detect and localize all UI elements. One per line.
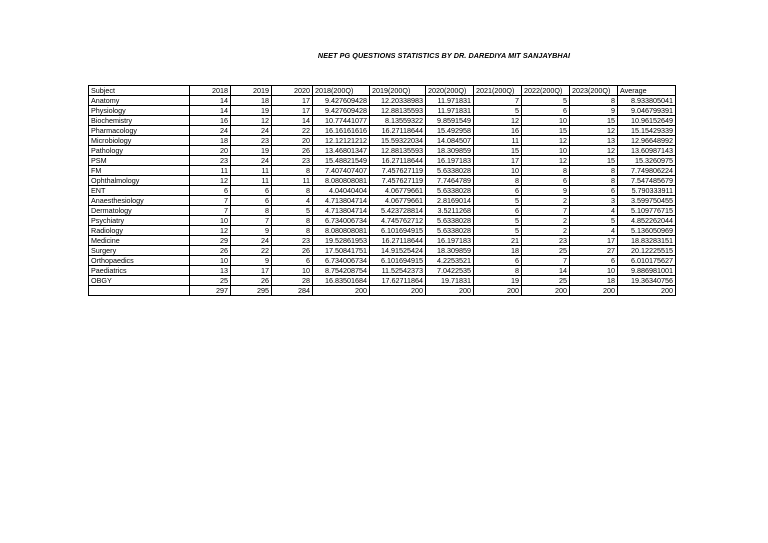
value-cell: 8 xyxy=(570,96,618,106)
subject-cell xyxy=(89,286,190,296)
table-row xyxy=(89,246,676,256)
value-cell: 4 xyxy=(272,196,313,206)
table-row xyxy=(89,266,676,276)
value-cell: 14.084507 xyxy=(426,136,474,146)
value-cell: 8 xyxy=(570,166,618,176)
table-row xyxy=(89,216,676,226)
subject-cell: PSM xyxy=(89,156,190,166)
header-cell: 2020 xyxy=(272,86,313,96)
value-cell: 2 xyxy=(522,226,570,236)
value-cell: 6 xyxy=(474,256,522,266)
value-cell: 5.6338028 xyxy=(426,226,474,236)
value-cell: 200 xyxy=(313,286,370,296)
value-cell: 6 xyxy=(231,186,272,196)
value-cell: 4 xyxy=(570,206,618,216)
table-row xyxy=(89,256,676,266)
table-row xyxy=(89,136,676,146)
value-cell: 29 xyxy=(190,236,231,246)
value-cell: 5 xyxy=(474,196,522,206)
value-cell: 295 xyxy=(231,286,272,296)
subject-cell: Medicine xyxy=(89,236,190,246)
subject-cell: ENT xyxy=(89,186,190,196)
value-cell: 14 xyxy=(190,106,231,116)
value-cell: 7.7464789 xyxy=(426,176,474,186)
subject-cell: Ophthalmology xyxy=(89,176,190,186)
value-cell: 9.427609428 xyxy=(313,96,370,106)
value-cell: 3.5211268 xyxy=(426,206,474,216)
value-cell: 6 xyxy=(474,186,522,196)
value-cell: 4.2253521 xyxy=(426,256,474,266)
value-cell: 11 xyxy=(272,176,313,186)
value-cell: 23 xyxy=(522,236,570,246)
value-cell: 23 xyxy=(272,236,313,246)
header-cell: 2020(200Q) xyxy=(426,86,474,96)
value-cell: 9 xyxy=(231,256,272,266)
value-cell: 11.971831 xyxy=(426,96,474,106)
table-row xyxy=(89,186,676,196)
value-cell: 26 xyxy=(190,246,231,256)
value-cell: 5.6338028 xyxy=(426,186,474,196)
value-cell: 16.27118644 xyxy=(370,156,426,166)
value-cell: 18.309859 xyxy=(426,246,474,256)
value-cell: 22 xyxy=(231,246,272,256)
value-cell: 200 xyxy=(570,286,618,296)
value-cell: 26 xyxy=(272,246,313,256)
table-row xyxy=(89,196,676,206)
header-cell: 2021(200Q) xyxy=(474,86,522,96)
value-cell: 11.52542373 xyxy=(370,266,426,276)
value-cell: 6.101694915 xyxy=(370,256,426,266)
subject-cell: Pathology xyxy=(89,146,190,156)
value-cell: 12.88135593 xyxy=(370,146,426,156)
header-cell: 2019(200Q) xyxy=(370,86,426,96)
value-cell: 18.83283151 xyxy=(618,236,676,246)
value-cell: 200 xyxy=(522,286,570,296)
value-cell: 5 xyxy=(474,216,522,226)
value-cell: 16.197183 xyxy=(426,156,474,166)
value-cell: 28 xyxy=(272,276,313,286)
value-cell: 27 xyxy=(570,246,618,256)
subject-cell: Dermatology xyxy=(89,206,190,216)
value-cell: 10 xyxy=(522,116,570,126)
value-cell: 7 xyxy=(231,216,272,226)
subject-cell: OBGY xyxy=(89,276,190,286)
header-cell: Subject xyxy=(89,86,190,96)
value-cell: 8 xyxy=(522,166,570,176)
value-cell: 8 xyxy=(272,166,313,176)
value-cell: 16.27118644 xyxy=(370,126,426,136)
value-cell: 21 xyxy=(474,236,522,246)
value-cell: 15 xyxy=(570,156,618,166)
value-cell: 11 xyxy=(190,166,231,176)
totals-row xyxy=(89,286,676,296)
value-cell: 20.12225515 xyxy=(618,246,676,256)
value-cell: 8 xyxy=(272,186,313,196)
value-cell: 8.754208754 xyxy=(313,266,370,276)
value-cell: 23 xyxy=(190,156,231,166)
value-cell: 6 xyxy=(190,186,231,196)
value-cell: 297 xyxy=(190,286,231,296)
value-cell: 14.91525424 xyxy=(370,246,426,256)
value-cell: 5.6338028 xyxy=(426,166,474,176)
value-cell: 19 xyxy=(231,146,272,156)
value-cell: 17 xyxy=(272,96,313,106)
value-cell: 5 xyxy=(522,96,570,106)
value-cell: 2 xyxy=(522,196,570,206)
value-cell: 8 xyxy=(272,216,313,226)
value-cell: 8 xyxy=(231,206,272,216)
value-cell: 14 xyxy=(522,266,570,276)
value-cell: 6.010175627 xyxy=(618,256,676,266)
value-cell: 13.60987143 xyxy=(618,146,676,156)
value-cell: 17.50841751 xyxy=(313,246,370,256)
value-cell: 15.15429339 xyxy=(618,126,676,136)
value-cell: 6.101694915 xyxy=(370,226,426,236)
value-cell: 7 xyxy=(190,206,231,216)
value-cell: 7.547485679 xyxy=(618,176,676,186)
value-cell: 24 xyxy=(231,156,272,166)
value-cell: 24 xyxy=(190,126,231,136)
value-cell: 11 xyxy=(231,176,272,186)
value-cell: 24 xyxy=(231,126,272,136)
value-cell: 10.77441077 xyxy=(313,116,370,126)
value-cell: 10 xyxy=(190,256,231,266)
value-cell: 15 xyxy=(474,146,522,156)
value-cell: 3 xyxy=(570,196,618,206)
table-row xyxy=(89,126,676,136)
subject-cell: Pharmacology xyxy=(89,126,190,136)
value-cell: 6 xyxy=(570,186,618,196)
value-cell: 5.790333911 xyxy=(618,186,676,196)
value-cell: 24 xyxy=(231,236,272,246)
value-cell: 7 xyxy=(522,206,570,216)
table-row xyxy=(89,96,676,106)
value-cell: 6.734006734 xyxy=(313,216,370,226)
value-cell: 7 xyxy=(190,196,231,206)
table-row xyxy=(89,226,676,236)
value-cell: 19.52861953 xyxy=(313,236,370,246)
value-cell: 4.745762712 xyxy=(370,216,426,226)
value-cell: 3.599750455 xyxy=(618,196,676,206)
value-cell: 26 xyxy=(272,146,313,156)
value-cell: 12 xyxy=(190,226,231,236)
value-cell: 6.734006734 xyxy=(313,256,370,266)
value-cell: 4.713804714 xyxy=(313,196,370,206)
value-cell: 12.12121212 xyxy=(313,136,370,146)
value-cell: 12 xyxy=(570,146,618,156)
value-cell: 14 xyxy=(190,96,231,106)
value-cell: 12.96648992 xyxy=(618,136,676,146)
value-cell: 9.427609428 xyxy=(313,106,370,116)
value-cell: 6 xyxy=(522,106,570,116)
value-cell: 16 xyxy=(190,116,231,126)
value-cell: 18 xyxy=(474,246,522,256)
value-cell: 5.423728814 xyxy=(370,206,426,216)
value-cell: 8.933805041 xyxy=(618,96,676,106)
table-row xyxy=(89,166,676,176)
value-cell: 9 xyxy=(570,106,618,116)
document-title: NEET PG QUESTIONS STATISTICS BY DR. DAREDIYA MIT SANJAYBHAI xyxy=(317,51,571,60)
value-cell: 6 xyxy=(272,256,313,266)
value-cell: 20 xyxy=(272,136,313,146)
statistics-table xyxy=(88,85,676,296)
value-cell: 9 xyxy=(231,226,272,236)
value-cell: 18 xyxy=(190,136,231,146)
value-cell: 11 xyxy=(231,166,272,176)
value-cell: 9 xyxy=(522,186,570,196)
header-cell: 2018(200Q) xyxy=(313,86,370,96)
value-cell: 8 xyxy=(272,226,313,236)
value-cell: 12 xyxy=(522,136,570,146)
value-cell: 12 xyxy=(570,126,618,136)
header-cell: 2022(200Q) xyxy=(522,86,570,96)
table-row xyxy=(89,116,676,126)
value-cell: 17.62711864 xyxy=(370,276,426,286)
value-cell: 8.080808081 xyxy=(313,176,370,186)
value-cell: 23 xyxy=(231,136,272,146)
value-cell: 5.136050969 xyxy=(618,226,676,236)
table-row xyxy=(89,156,676,166)
value-cell: 284 xyxy=(272,286,313,296)
table-row xyxy=(89,106,676,116)
value-cell: 15.3260975 xyxy=(618,156,676,166)
value-cell: 17 xyxy=(570,236,618,246)
value-cell: 12 xyxy=(474,116,522,126)
value-cell: 5 xyxy=(474,226,522,236)
subject-cell: Radiology xyxy=(89,226,190,236)
table-row xyxy=(89,276,676,286)
value-cell: 4 xyxy=(570,226,618,236)
value-cell: 200 xyxy=(474,286,522,296)
subject-cell: Psychiatry xyxy=(89,216,190,226)
value-cell: 7.407407407 xyxy=(313,166,370,176)
subject-cell: FM xyxy=(89,166,190,176)
value-cell: 15 xyxy=(522,126,570,136)
value-cell: 10 xyxy=(474,166,522,176)
header-cell: Average xyxy=(618,86,676,96)
value-cell: 2.8169014 xyxy=(426,196,474,206)
value-cell: 8.080808081 xyxy=(313,226,370,236)
value-cell: 4.06779661 xyxy=(370,186,426,196)
subject-cell: Surgery xyxy=(89,246,190,256)
value-cell: 7.0422535 xyxy=(426,266,474,276)
value-cell: 4.852262044 xyxy=(618,216,676,226)
header-cell: 2018 xyxy=(190,86,231,96)
value-cell: 9.886981001 xyxy=(618,266,676,276)
table-body xyxy=(89,86,676,296)
value-cell: 12 xyxy=(190,176,231,186)
value-cell: 8.13559322 xyxy=(370,116,426,126)
subject-cell: Paediatrics xyxy=(89,266,190,276)
subject-cell: Microbiology xyxy=(89,136,190,146)
value-cell: 17 xyxy=(272,106,313,116)
value-cell: 17 xyxy=(231,266,272,276)
value-cell: 13.46801347 xyxy=(313,146,370,156)
value-cell: 7 xyxy=(474,96,522,106)
value-cell: 14 xyxy=(272,116,313,126)
value-cell: 5 xyxy=(474,106,522,116)
table-row xyxy=(89,146,676,156)
table-row xyxy=(89,206,676,216)
value-cell: 15 xyxy=(570,116,618,126)
table-row xyxy=(89,176,676,186)
value-cell: 23 xyxy=(272,156,313,166)
table-header-row xyxy=(89,86,676,96)
value-cell: 16.27118644 xyxy=(370,236,426,246)
value-cell: 7.457627119 xyxy=(370,176,426,186)
value-cell: 4.713804714 xyxy=(313,206,370,216)
value-cell: 16.16161616 xyxy=(313,126,370,136)
value-cell: 12 xyxy=(522,156,570,166)
value-cell: 5 xyxy=(570,216,618,226)
value-cell: 20 xyxy=(190,146,231,156)
value-cell: 5.6338028 xyxy=(426,216,474,226)
value-cell: 18 xyxy=(231,96,272,106)
value-cell: 25 xyxy=(522,276,570,286)
header-cell: 2023(200Q) xyxy=(570,86,618,96)
value-cell: 16.83501684 xyxy=(313,276,370,286)
value-cell: 6 xyxy=(570,256,618,266)
value-cell: 7.749806224 xyxy=(618,166,676,176)
value-cell: 11 xyxy=(474,136,522,146)
value-cell: 18.309859 xyxy=(426,146,474,156)
value-cell: 10 xyxy=(570,266,618,276)
subject-cell: Biochemistry xyxy=(89,116,190,126)
value-cell: 6 xyxy=(474,206,522,216)
value-cell: 12 xyxy=(231,116,272,126)
value-cell: 6 xyxy=(231,196,272,206)
value-cell: 12.88135593 xyxy=(370,106,426,116)
value-cell: 5.109776715 xyxy=(618,206,676,216)
value-cell: 26 xyxy=(231,276,272,286)
table-row xyxy=(89,236,676,246)
subject-cell: Anaesthesiology xyxy=(89,196,190,206)
value-cell: 16.197183 xyxy=(426,236,474,246)
value-cell: 19 xyxy=(231,106,272,116)
value-cell: 19 xyxy=(474,276,522,286)
value-cell: 9.8591549 xyxy=(426,116,474,126)
value-cell: 15.59322034 xyxy=(370,136,426,146)
value-cell: 200 xyxy=(426,286,474,296)
value-cell: 19.71831 xyxy=(426,276,474,286)
value-cell: 2 xyxy=(522,216,570,226)
value-cell: 8 xyxy=(570,176,618,186)
value-cell: 5 xyxy=(272,206,313,216)
value-cell: 7.457627119 xyxy=(370,166,426,176)
header-cell: 2019 xyxy=(231,86,272,96)
value-cell: 12.20338983 xyxy=(370,96,426,106)
value-cell: 10 xyxy=(522,146,570,156)
value-cell: 13 xyxy=(570,136,618,146)
value-cell: 16 xyxy=(474,126,522,136)
subject-cell: Anatomy xyxy=(89,96,190,106)
subject-cell: Orthopaedics xyxy=(89,256,190,266)
value-cell: 9.046799391 xyxy=(618,106,676,116)
value-cell: 8 xyxy=(474,266,522,276)
value-cell: 22 xyxy=(272,126,313,136)
value-cell: 11.971831 xyxy=(426,106,474,116)
value-cell: 8 xyxy=(474,176,522,186)
value-cell: 25 xyxy=(522,246,570,256)
value-cell: 4.04040404 xyxy=(313,186,370,196)
value-cell: 17 xyxy=(474,156,522,166)
value-cell: 6 xyxy=(522,176,570,186)
value-cell: 13 xyxy=(190,266,231,276)
value-cell: 18 xyxy=(570,276,618,286)
value-cell: 200 xyxy=(618,286,676,296)
value-cell: 10.96152649 xyxy=(618,116,676,126)
value-cell: 10 xyxy=(272,266,313,276)
value-cell: 25 xyxy=(190,276,231,286)
value-cell: 200 xyxy=(370,286,426,296)
value-cell: 10 xyxy=(190,216,231,226)
value-cell: 4.06779661 xyxy=(370,196,426,206)
value-cell: 15.492958 xyxy=(426,126,474,136)
value-cell: 7 xyxy=(522,256,570,266)
value-cell: 15.48821549 xyxy=(313,156,370,166)
subject-cell: Physiology xyxy=(89,106,190,116)
value-cell: 19.36340756 xyxy=(618,276,676,286)
